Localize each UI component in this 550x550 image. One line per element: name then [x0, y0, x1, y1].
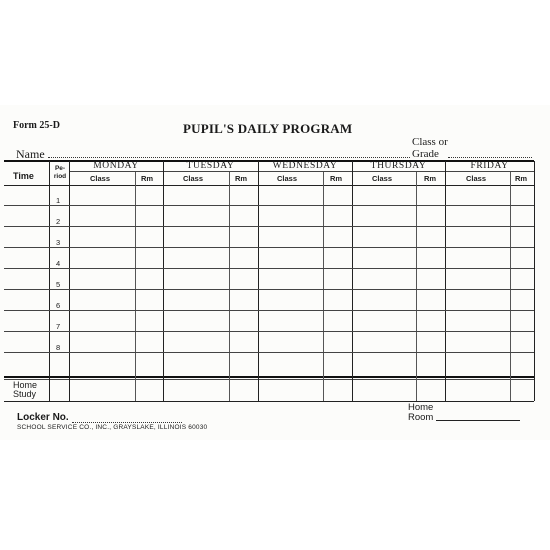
period-row-rule	[4, 205, 534, 206]
day-header-tuesday: TUESDAY	[186, 161, 235, 171]
thursday-room-header: Rm	[424, 174, 437, 183]
name-field[interactable]	[48, 157, 410, 158]
thursday-class-header: Class	[372, 174, 393, 183]
thursday-column-rule	[352, 161, 353, 401]
period-row-rule	[4, 331, 534, 332]
program-card	[0, 105, 550, 440]
day-header-friday: FRIDAY	[470, 161, 509, 171]
day-header-wednesday: WEDNESDAY	[272, 161, 338, 171]
period-number: 5	[56, 280, 61, 289]
time-column-rule	[49, 161, 50, 401]
period-number: 2	[56, 217, 61, 226]
wednesday-class-header: Class	[277, 174, 298, 183]
wednesday-room-rule	[323, 172, 324, 401]
period-column-rule	[69, 161, 70, 401]
friday-room-header: Rm	[515, 174, 528, 183]
period-number: 7	[56, 322, 61, 331]
period-column-header: Pe-riod	[53, 165, 67, 180]
tuesday-room-header: Rm	[235, 174, 248, 183]
class-or-grade-label: Class or Grade	[412, 136, 448, 160]
wednesday-column-rule	[258, 161, 259, 401]
thursday-room-rule	[416, 172, 417, 401]
wednesday-room-header: Rm	[330, 174, 343, 183]
friday-column-rule	[445, 161, 446, 401]
form-title: PUPIL'S DAILY PROGRAM	[183, 121, 353, 136]
name-label: Name	[16, 147, 45, 161]
period-row-rule	[4, 352, 534, 353]
period-row-rule	[4, 289, 534, 290]
home-study-bottom-rule	[4, 401, 534, 402]
time-column-header: Time	[13, 171, 34, 181]
day-header-monday: MONDAY	[93, 161, 139, 171]
period-row-rule	[4, 268, 534, 269]
period-number: 8	[56, 343, 61, 352]
period-row-rule	[4, 247, 534, 248]
home-room-field[interactable]	[436, 420, 520, 421]
locker-label: Locker No.	[17, 412, 69, 423]
tuesday-column-rule	[163, 161, 164, 401]
period-number: 1	[56, 196, 61, 205]
publisher-footer: SCHOOL SERVICE CO., INC., GRAYSLAKE, ILLINOIS 60030	[17, 424, 208, 431]
tuesday-class-header: Class	[183, 174, 204, 183]
form-number: Form 25-D	[13, 120, 60, 131]
day-header-thursday: THURSDAY	[370, 161, 427, 171]
locker-number-field[interactable]	[72, 422, 182, 423]
home-study-label: Home Study	[13, 380, 38, 399]
table-right-rule	[534, 161, 535, 401]
friday-class-header: Class	[466, 174, 487, 183]
period-number: 6	[56, 301, 61, 310]
period-row-rule	[4, 310, 534, 311]
period-number: 4	[56, 259, 61, 268]
monday-class-header: Class	[90, 174, 111, 183]
schedule-bottom-rule	[4, 376, 534, 378]
monday-room-rule	[135, 172, 136, 401]
class-grade-field[interactable]	[448, 157, 532, 158]
period-number: 3	[56, 238, 61, 247]
header-bottom-rule	[4, 185, 534, 186]
home-room-label: Home Room	[408, 402, 434, 423]
friday-room-rule	[510, 172, 511, 401]
schedule-bottom-rule-2	[4, 379, 534, 380]
period-row-rule	[4, 226, 534, 227]
monday-room-header: Rm	[141, 174, 154, 183]
tuesday-room-rule	[229, 172, 230, 401]
